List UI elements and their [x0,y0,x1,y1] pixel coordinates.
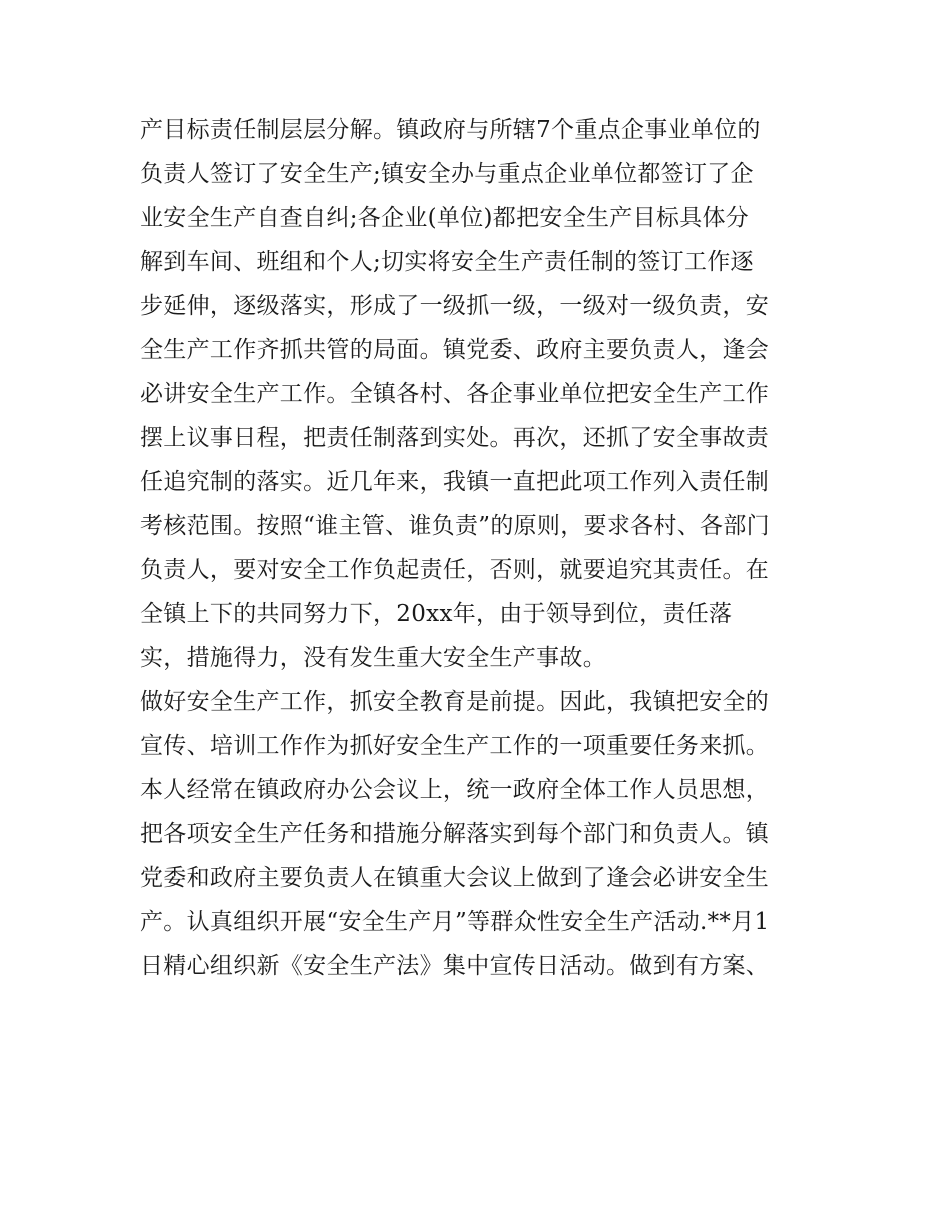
text-line: 日精心组织新《安全生产法》集中宣传日活动。做到有方案、 [140,953,770,979]
text-line: 党委和政府主要负责人在镇重大会议上做到了逢会必讲安全生 [140,865,770,891]
text-line: 产目标责任制层层分解。镇政府与所辖7个重点企事业单位的 [140,117,761,143]
text-line: 做好安全生产工作，抓安全教育是前提。因此，我镇把安全的 [140,689,770,715]
text-line: 考核范围。按照“谁主管、谁负责”的原则，要求各村、各部门 [140,513,770,539]
text-line: 把各项安全生产任务和措施分解落实到每个部门和负责人。镇 [140,821,770,847]
text-line: 摆上议事日程，把责任制落到实处。再次，还抓了安全事故责 [140,425,770,451]
text-line: 任追究制的落实。近几年来，我镇一直把此项工作列入责任制 [140,469,770,495]
text-line: 全镇上下的共同努力下，20xx年，由于领导到位，责任落 [140,601,733,627]
body-text [140,108,820,988]
text-line: 全生产工作齐抓共管的局面。镇党委、政府主要负责人，逢会 [140,337,770,363]
text-line: 本人经常在镇政府办公会议上，统一政府全体工作人员思想， [140,777,770,803]
text-line: 必讲安全生产工作。全镇各村、各企事业单位把安全生产工作 [140,381,770,407]
text-line: 负责人，要对安全工作负起责任，否则，就要追究其责任。在 [140,557,770,583]
text-line: 实，措施得力，没有发生重大安全生产事故。 [140,645,606,671]
text-line: 宣传、培训工作作为抓好安全生产工作的一项重要任务来抓。 [140,733,770,759]
text-line: 业安全生产自查自纠;各企业(单位)都把安全生产目标具体分 [140,205,750,231]
text-line: 解到车间、班组和个人;切实将安全生产责任制的签订工作逐 [140,249,754,275]
text-line: 产。认真组织开展“安全生产月”等群众性安全生产活动.**月1 [140,909,770,935]
text-line: 负责人签订了安全生产;镇安全办与重点企业单位都签订了企 [140,161,754,187]
text-line: 步延伸，逐级落实，形成了一级抓一级，一级对一级负责，安 [140,293,770,319]
